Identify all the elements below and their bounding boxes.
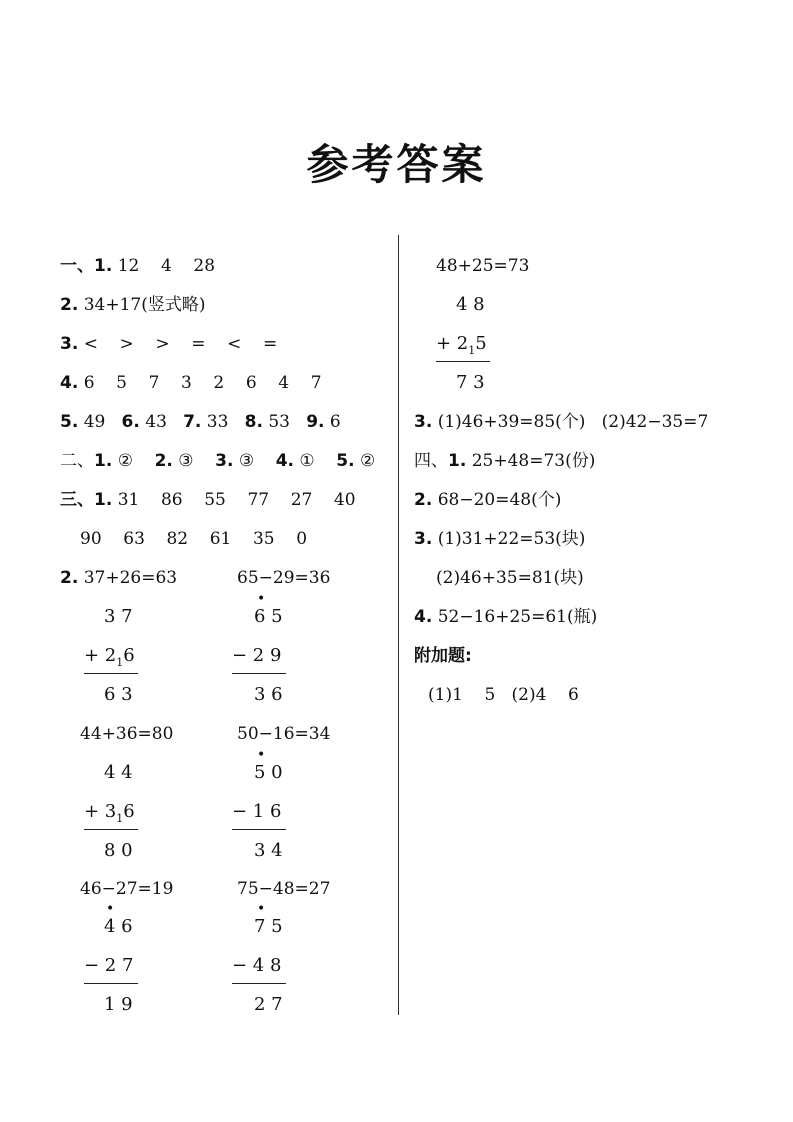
- calc-operand: + $2_15$: [436, 333, 487, 357]
- calc-operand: + $2_16$: [84, 645, 135, 669]
- calc-operand: + $3_16$: [84, 801, 135, 825]
- calc-top: 6 5: [254, 606, 283, 627]
- calc-line: [84, 829, 138, 830]
- calc-top: 3 7: [104, 606, 133, 627]
- page-title: 参考答案: [306, 140, 487, 189]
- borrow-dot: •: [106, 901, 115, 917]
- answer-line-1-4: 4. 6 5 7 3 2 6 4 7: [60, 373, 322, 393]
- answer-section-3-1-cont: 90 63 82 61 35 0: [80, 529, 308, 549]
- answer-section-4-3: 3. (1)31+22=53(块): [414, 529, 586, 549]
- equation: 50−16=34: [237, 724, 331, 744]
- answer-line-3-3: 3. (1)46+39=85(个) (2)42−35=7: [414, 412, 709, 432]
- calc-operand: − 1 6: [232, 801, 282, 822]
- calc-line: [436, 361, 490, 362]
- answer-section-3-1: 三、1. 31 86 55 77 27 40: [60, 490, 356, 510]
- column-divider: [398, 235, 399, 1015]
- calc-line: [232, 829, 286, 830]
- answer-section-4-2: 2. 68−20=48(个): [414, 490, 562, 510]
- answer-section-4-3-2: (2)46+35=81(块): [436, 568, 584, 588]
- borrow-dot: •: [257, 747, 266, 763]
- calc-top: 7 5: [254, 916, 283, 937]
- calc-result: 2 7: [254, 994, 283, 1015]
- answer-section-3-2: 2. 37+26=63: [60, 568, 178, 588]
- calc-result: 1 9: [104, 994, 133, 1015]
- calc-operand: − 4 8: [232, 955, 282, 976]
- answer-line-1-3: 3. < > > = < =: [60, 334, 278, 354]
- calc-line: [84, 983, 138, 984]
- calc-top: 4 4: [104, 762, 133, 783]
- answer-line-1-1: 一、1. 12 4 28: [60, 256, 216, 276]
- answer-section-2: 二、1. ② 2. ③ 3. ③ 4. ① 5. ②: [60, 451, 376, 471]
- equation: 46−27=19: [80, 879, 174, 899]
- calc-result: 8 0: [104, 840, 133, 861]
- calc-result: 3 6: [254, 684, 283, 705]
- equation: 48+25=73: [436, 256, 530, 276]
- calc-result: 3 4: [254, 840, 283, 861]
- answer-line-1-2: 2. 34+17(竖式略): [60, 295, 206, 315]
- equation: 65−29=36: [237, 568, 331, 588]
- calc-line: [232, 983, 286, 984]
- calc-line: [232, 673, 286, 674]
- answer-section-4-4: 4. 52−16+25=61(瓶): [414, 607, 598, 627]
- calc-operand: − 2 9: [232, 645, 282, 666]
- answer-line-1-5-9: 5. 49 6. 43 7. 33 8. 53 9. 6: [60, 412, 341, 432]
- bonus-heading: 附加题:: [414, 646, 472, 666]
- borrow-dot: •: [257, 591, 266, 607]
- calc-top: 4 6: [104, 916, 133, 937]
- calc-result: 7 3: [456, 372, 485, 393]
- calc-top: 5 0: [254, 762, 283, 783]
- bonus-answer: (1)1 5 (2)4 6: [428, 685, 579, 705]
- equation: 75−48=27: [237, 879, 331, 899]
- borrow-dot: •: [257, 901, 266, 917]
- equation: 44+36=80: [80, 724, 174, 744]
- answer-section-4-1: 四、1. 25+48=73(份): [414, 451, 596, 471]
- calc-top: 4 8: [456, 294, 485, 315]
- calc-operand: − 2 7: [84, 955, 134, 976]
- calc-result: 6 3: [104, 684, 133, 705]
- calc-line: [84, 673, 138, 674]
